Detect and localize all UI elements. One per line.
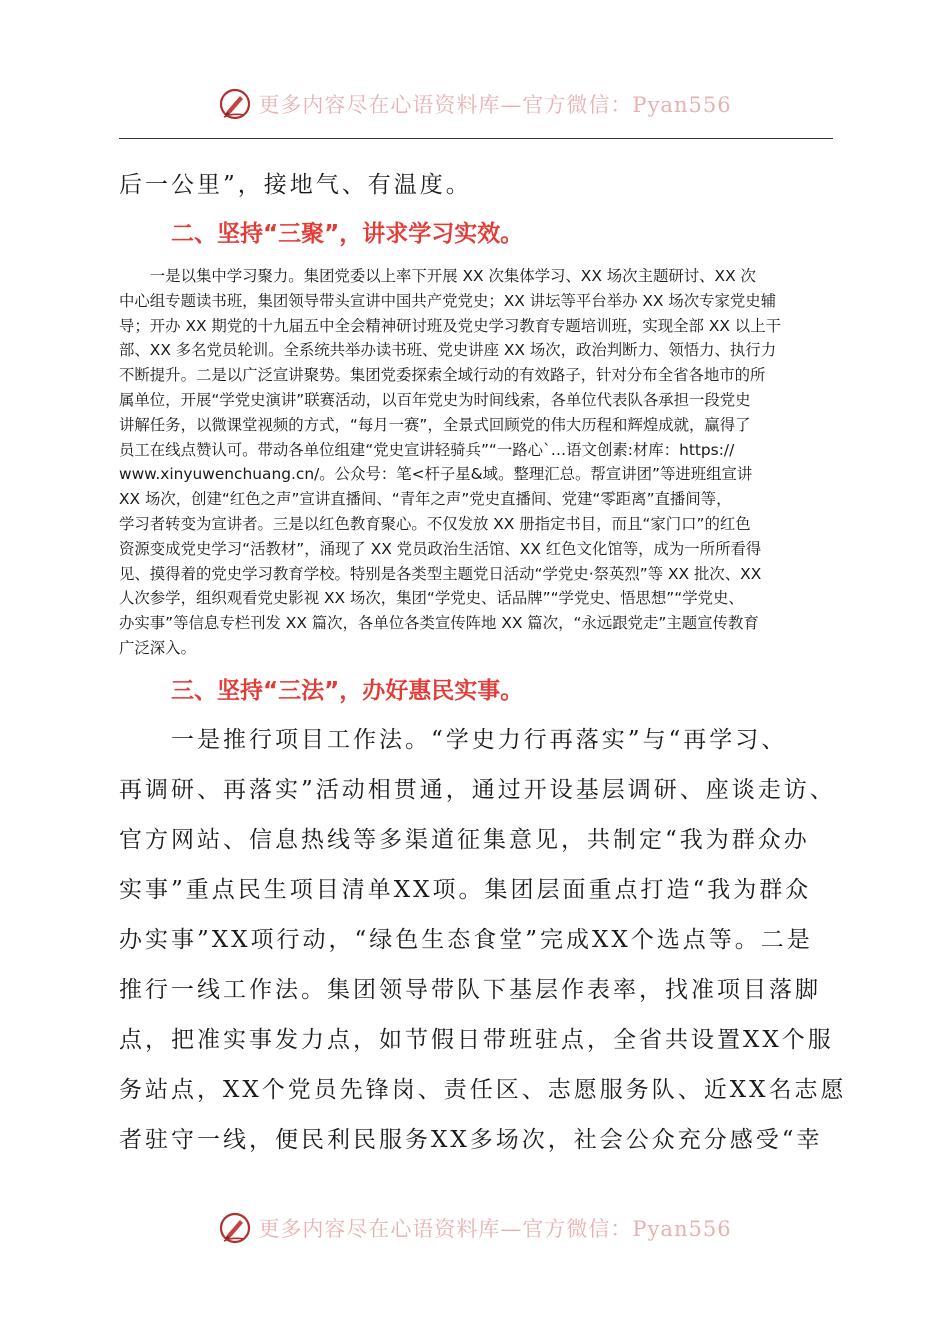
paragraph-line: 导；开办 XX 期党的十九届五中全会精神研讨班及党史学习教育专题培训班，实现全部 XX 以上干 [119, 316, 781, 335]
pen-circle-logo-icon [218, 87, 252, 121]
paragraph-line: 点，把准实事发力点，如节假日带班驻点，全省共设置XX个服 [119, 1026, 834, 1053]
watermark-text: 更多内容尽在心语资料库—官方微信：Pyan556 [258, 93, 732, 117]
paragraph-line: 办实事”等信息专栏刊发 XX 篇次，各单位各类宣传阵地 XX 篇次，“永远跟党走”主题宣传教育 [119, 614, 759, 633]
paragraph-line: 讲解任务，以微课堂视频的方式，“每月一赛”，全景式回顾党的伟大历程和辉煌成就，赢得了 [119, 415, 751, 434]
paragraph-line: 学习者转变为宣讲者。三是以红色教育聚心。不仅发放 XX 册指定书目，而且“家门口”的红色 [119, 514, 751, 533]
section-heading-2: 二、坚持“三聚”，讲求学习实效。 [171, 221, 524, 247]
paragraph-line: 者驻守一线，便民利民服务XX多场次，社会公众充分感受“幸 [119, 1126, 823, 1153]
document-body [119, 160, 847, 1165]
paragraph-line: 部、XX 多名党员轮训。全系统共举办读书班、党史讲座 XX 场次，政治判断力、领悟力、执行力 [119, 341, 777, 360]
paragraph-line: 广泛深入。 [119, 638, 196, 657]
paragraph-line: 办实事”XX项行动，“绿色生态食堂”完成XX个选点等。二是 [119, 926, 813, 953]
paragraph-line: 员工在线点赞认可。带动各单位组建“党史宣讲轻骑兵”“一路心`…语文创素:材库：https:// [119, 440, 735, 459]
header-divider [119, 138, 833, 139]
footer-watermark [0, 1208, 950, 1248]
paragraph-line: 一是以集中学习聚力。集团党委以上率下开展 XX 次集体学习、XX 场次主题研讨、XX 次 [119, 267, 756, 285]
paragraph-line: XX 场次，创建“红色之声”宣讲直播间、“青年之声”党史直播间、党建“零距离”直播间等， [119, 490, 732, 509]
paragraph-line: 见、摸得着的党史学习教育学校。特别是各类型主题党日活动“学党史·祭英烈”等 XX 批次、XX [119, 564, 762, 583]
paragraph-line: 再调研、再落实”活动相贯通，通过开设基层调研、座谈走访、 [119, 776, 836, 803]
opening-line: 后一公里”，接地气、有温度。 [119, 172, 472, 198]
paragraph-line: 属单位，开展“学党史演讲”联赛活动，以百年党史为时间线索，各单位代表队各承担一段党史 [119, 390, 751, 409]
paragraph-line: 务站点，XX个党员先锋岗、责任区、志愿服务队、近XX名志愿 [119, 1076, 847, 1103]
header-watermark [0, 84, 950, 124]
section-3-paragraph [119, 715, 847, 1165]
paragraph-line: 人次参学，组织观看党史影视 XX 场次，集团“学党史、话品牌”“学党史、悟思想”“学党史、 [119, 589, 744, 608]
paragraph-line: 官方网站、信息热线等多渠道征集意见，共制定“我为群众办 [119, 826, 810, 853]
paragraph-line: 资源变成党史学习“活教材”，涌现了 XX 党员政治生活馆、XX 红色文化馆等，成为一所所看得 [119, 539, 762, 558]
pen-circle-logo-icon [218, 1211, 252, 1245]
section-heading-3: 三、坚持“三法”，办好惠民实事。 [171, 677, 524, 704]
paragraph-line: 中心组专题读书班，集团领导带头宣讲中国共产党党史；XX 讲坛等平台举办 XX 场次专家党史辅 [119, 291, 777, 310]
paragraph-line: 不断提升。二是以广泛宣讲聚势。集团党委探索全域行动的有效路子，针对分布全省各地市的所 [119, 366, 766, 385]
section-2-paragraph [119, 264, 833, 661]
paragraph-line: www.xinyuwenchuang.cn/。公众号：笔<杆子星&域。整理汇总。帮宣讲团”等进班组宣讲 [119, 465, 753, 484]
watermark-text: 更多内容尽在心语资料库—官方微信：Pyan556 [258, 1217, 732, 1241]
paragraph-line: 实事”重点民生项目清单XX项。集团层面重点打造“我为群众 [119, 876, 812, 903]
paragraph-line: 一是推行项目工作法。“学史力行再落实”与“再学习、 [119, 726, 788, 753]
paragraph-line: 推行一线工作法。集团领导带队下基层作表率，找准项目落脚 [119, 976, 821, 1003]
